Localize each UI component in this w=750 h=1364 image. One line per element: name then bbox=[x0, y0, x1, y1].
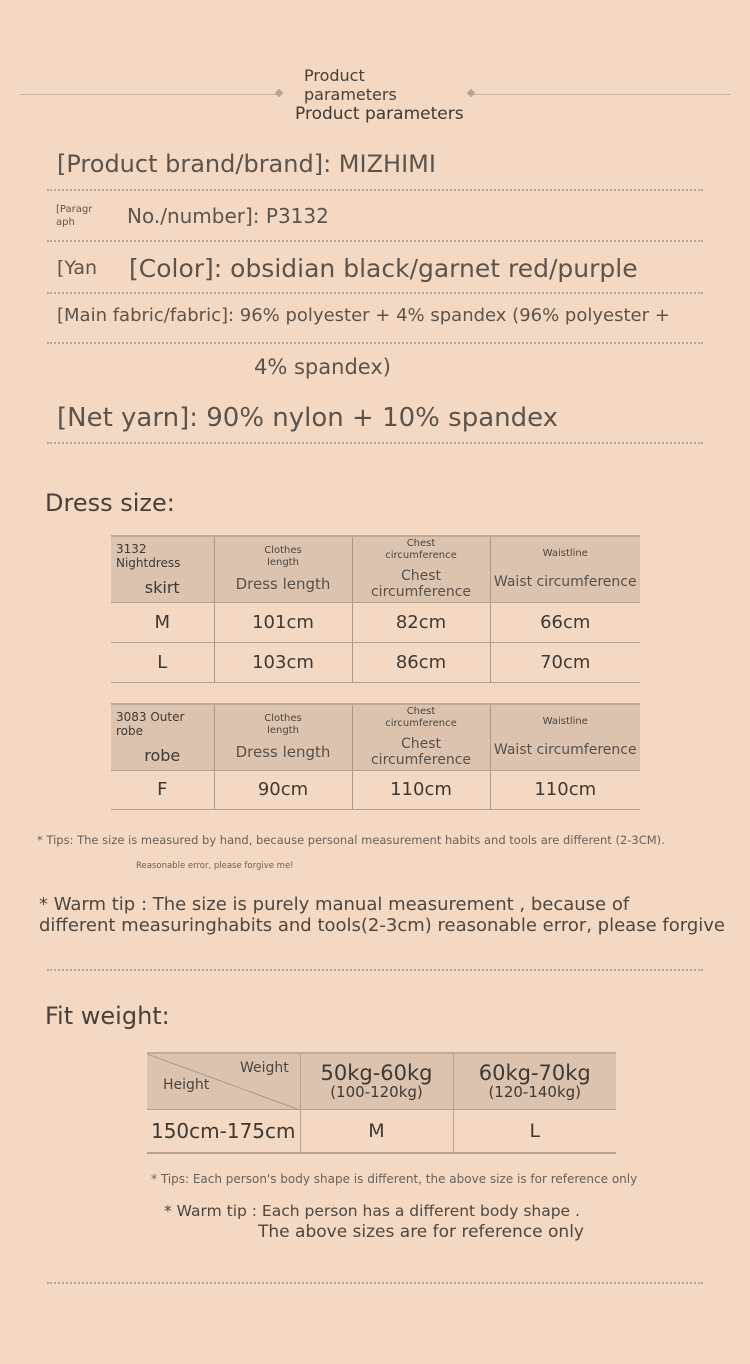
header-line-left bbox=[20, 94, 282, 95]
divider bbox=[47, 969, 703, 971]
size-tip-line1: * Tips: The size is measured by hand, because personal measurement habits and tools are different (2-3CM). bbox=[37, 833, 665, 847]
fit-weight-table bbox=[147, 1052, 616, 1154]
divider bbox=[47, 292, 703, 294]
cell-size-l: L bbox=[453, 1109, 616, 1153]
header-cell-chest: Chest circumference Chest circumference bbox=[352, 704, 490, 770]
cell-size: M bbox=[111, 602, 214, 642]
header-title-line1: Product bbox=[304, 66, 365, 85]
param-number: No./number]: P3132 bbox=[127, 204, 329, 228]
size-table-robe bbox=[111, 703, 640, 810]
param-fabric-line2: 4% spandex) bbox=[254, 355, 391, 379]
size-warm-tip-line1: * Warm tip : The size is purely manual measurement , because of bbox=[39, 894, 630, 915]
weight-column-1: 50kg-60kg (100-120kg) bbox=[300, 1053, 453, 1109]
param-fabric-line1: [Main fabric/fabric]: 96% polyester + 4% spandex (96% polyester + bbox=[57, 305, 670, 326]
cell-waist: 66cm bbox=[490, 602, 640, 642]
fit-warm-tip-line1: * Warm tip : Each person has a different body shape . bbox=[164, 1202, 580, 1220]
cell-size-m: M bbox=[300, 1109, 453, 1153]
size-tip-line2: Reasonable error, please forgive me! bbox=[136, 861, 294, 871]
param-net-yarn: [Net yarn]: 90% nylon + 10% spandex bbox=[57, 403, 559, 433]
header-cell-waist: Waistline Waist circumference bbox=[490, 704, 640, 770]
fit-tip: * Tips: Each person's body shape is different, the above size is for reference only bbox=[151, 1172, 638, 1186]
cell-size: L bbox=[111, 642, 214, 682]
dress-size-heading: Dress size: bbox=[45, 489, 175, 517]
cell-length: 103cm bbox=[214, 642, 352, 682]
cell-height-range: 150cm-175cm bbox=[147, 1109, 300, 1153]
corner-height-label: Height bbox=[163, 1077, 210, 1093]
cell-length: 101cm bbox=[214, 602, 352, 642]
divider bbox=[47, 189, 703, 191]
weight-column-2: 60kg-70kg (120-140kg) bbox=[453, 1053, 616, 1109]
param-color: [Color]: obsidian black/garnet red/purple bbox=[129, 254, 638, 283]
header-line-right bbox=[468, 94, 730, 95]
size-warm-tip-line2: different measuringhabits and tools(2-3cm) reasonable error, please forgive bbox=[39, 915, 725, 936]
header-ornament-left bbox=[275, 89, 283, 97]
cell-length: 90cm bbox=[214, 770, 352, 809]
cell-size: F bbox=[111, 770, 214, 809]
param-number-prefix: [Paragr aph bbox=[56, 204, 93, 228]
header-cell-waist: Waistline Waist circumference bbox=[490, 536, 640, 602]
header-cell-chest: Chest circumference Chest circumference bbox=[352, 536, 490, 602]
divider bbox=[47, 342, 703, 344]
cell-chest: 82cm bbox=[352, 602, 490, 642]
header-title-en: Product parameters bbox=[295, 104, 464, 124]
table-row bbox=[111, 602, 640, 642]
fit-weight-heading: Fit weight: bbox=[45, 1002, 170, 1030]
header-cell-style: 3083 Outer robe robe bbox=[111, 704, 214, 770]
divider bbox=[47, 442, 703, 444]
param-color-prefix: [Yan bbox=[57, 257, 98, 279]
size-table-nightdress bbox=[111, 535, 640, 683]
corner-cell bbox=[147, 1053, 300, 1109]
cell-waist: 110cm bbox=[490, 770, 640, 809]
cell-chest: 86cm bbox=[352, 642, 490, 682]
header-cell-length: Clothes length Dress length bbox=[214, 704, 352, 770]
header-title-line2: parameters bbox=[304, 85, 397, 104]
divider bbox=[47, 240, 703, 242]
table-row bbox=[111, 642, 640, 682]
cell-waist: 70cm bbox=[490, 642, 640, 682]
table-row bbox=[147, 1109, 616, 1153]
header-cell-style: 3132 Nightdress skirt bbox=[111, 536, 214, 602]
corner-weight-label: Weight bbox=[240, 1060, 289, 1076]
header-cell-length: Clothes length Dress length bbox=[214, 536, 352, 602]
fit-warm-tip-line2: The above sizes are for reference only bbox=[258, 1222, 584, 1242]
table-row bbox=[111, 770, 640, 809]
header-ornament-right bbox=[467, 89, 475, 97]
divider bbox=[47, 1282, 703, 1284]
cell-chest: 110cm bbox=[352, 770, 490, 809]
param-brand: [Product brand/brand]: MIZHIMI bbox=[57, 150, 436, 178]
